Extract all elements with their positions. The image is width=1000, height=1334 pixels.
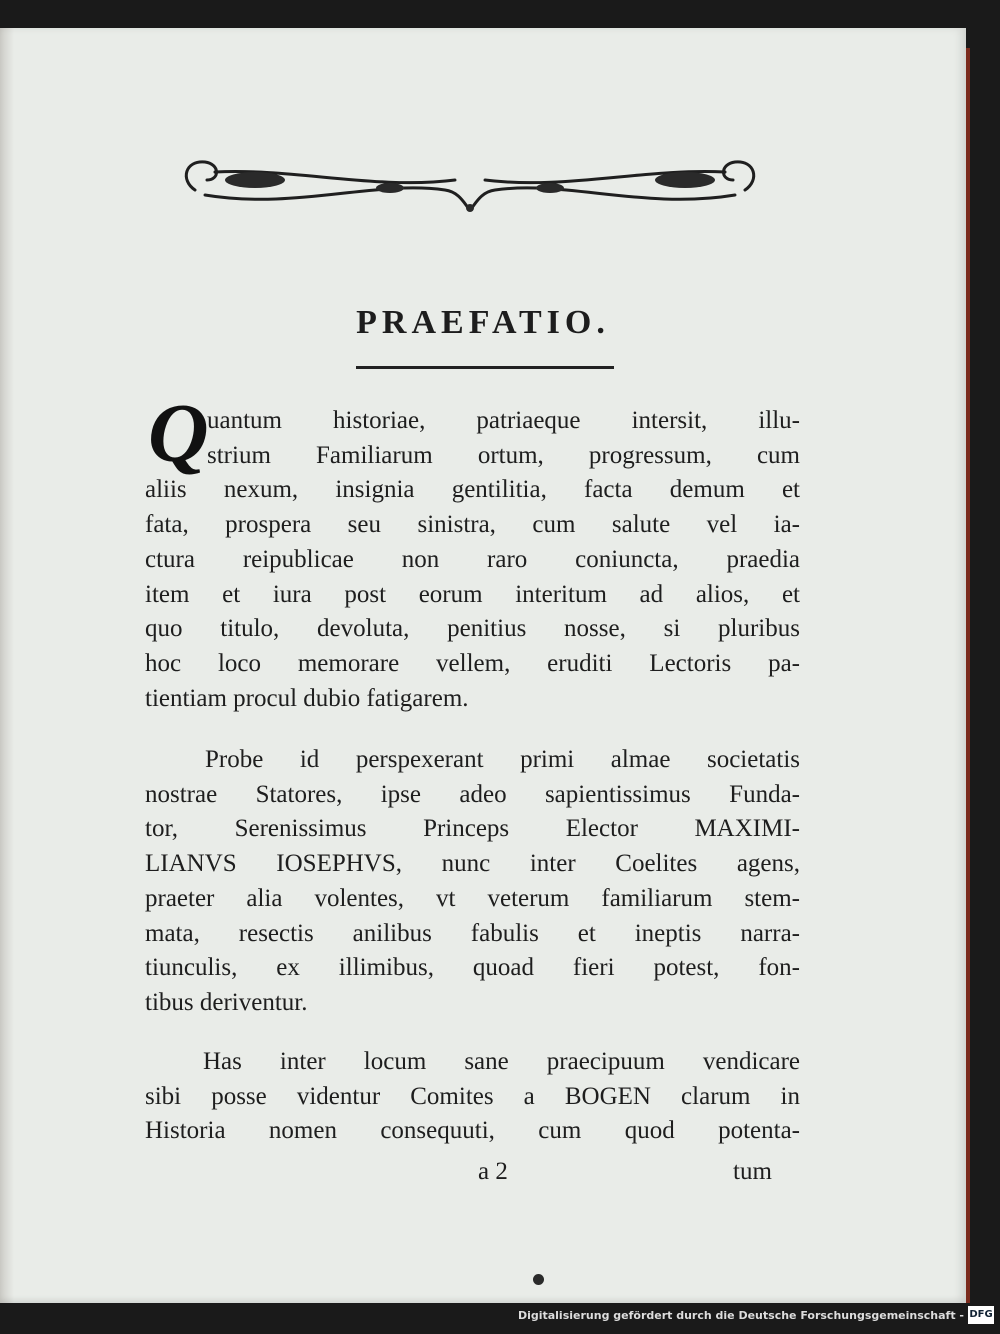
- dfg-logo-icon: DFG: [968, 1306, 994, 1324]
- paragraph-1: [145, 404, 800, 716]
- book-page: [0, 28, 966, 1303]
- text-line: fata, prospera seu sinistra, cum salute vel ia-: [145, 511, 800, 539]
- title-underline: [356, 366, 614, 369]
- page-title: PRAEFATIO.: [356, 304, 610, 341]
- headpiece-ornament-icon: [175, 150, 765, 220]
- text-line: Has inter locum sane praecipuum vendicare: [203, 1048, 800, 1075]
- spine-shadow: [0, 28, 14, 1303]
- text-line: aliis nexum, insignia gentilitia, facta demum et: [145, 476, 800, 504]
- catchword: tum: [733, 1158, 772, 1185]
- text-line: Historia nomen consequuti, cum quod potenta-: [145, 1117, 800, 1145]
- text-line: sibi posse videntur Comites a BOGEN clarum in: [145, 1082, 800, 1110]
- text-line: tor, Serenissimus Princeps Elector MAXIMI-: [145, 815, 800, 843]
- text-line: ctura reipublicae non raro coniuncta, praedia: [145, 545, 800, 573]
- text-line: strium Familiarum ortum, progressum, cum: [207, 441, 800, 469]
- text-line: item et iura post eorum interitum ad alios, et: [145, 580, 800, 608]
- text-line: tiunculis, ex illimibus, quoad fieri potest, fon-: [145, 954, 800, 982]
- text-line: praeter alia volentes, vt veterum familiarum stem-: [145, 884, 800, 912]
- text-line: LIANVS IOSEPHVS, nunc inter Coelites agens,: [145, 850, 800, 878]
- text-line: Probe id perspexerant primi almae societatis: [205, 746, 800, 773]
- text-line: hoc loco memorare vellem, eruditi Lectoris pa-: [145, 649, 800, 677]
- text-line: quo titulo, devoluta, penitius nosse, si pluribus: [145, 615, 800, 643]
- signature-mark: a 2: [478, 1158, 508, 1185]
- text-line: uantum historiae, patriaeque intersit, illu-: [207, 407, 800, 434]
- paragraph-3: [145, 1045, 800, 1149]
- page-edge: [966, 48, 970, 1303]
- ink-blot: [533, 1274, 544, 1285]
- text-line: tibus deriventur.: [145, 988, 308, 1016]
- drop-cap: Q: [148, 387, 209, 480]
- text-line: nostrae Statores, ipse adeo sapientissimus Funda-: [145, 780, 800, 808]
- text-line: tientiam procul dubio fatigarem.: [145, 684, 469, 712]
- paragraph-2: [145, 743, 800, 1021]
- text-line: mata, resectis anilibus fabulis et ineptis narra-: [145, 919, 800, 947]
- digitization-credit: Digitalisierung gefördert durch die Deutsche Forschungsgemeinschaft -: [517, 1309, 964, 1322]
